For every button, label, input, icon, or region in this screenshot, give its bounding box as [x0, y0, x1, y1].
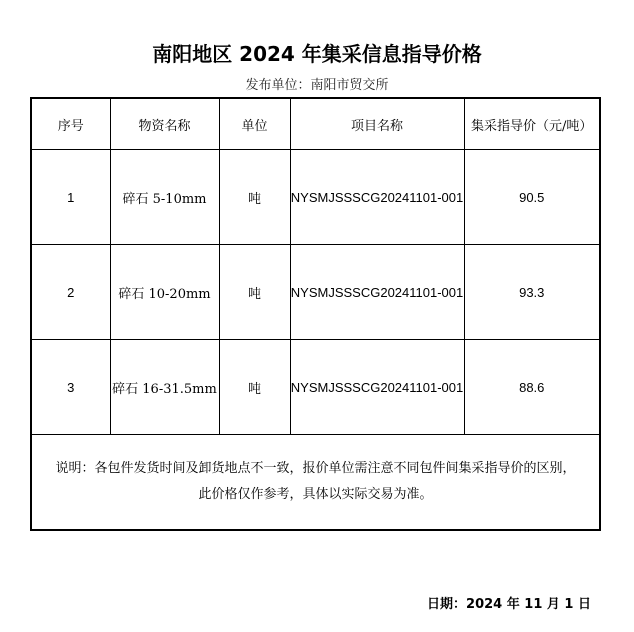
row-project: NYSMJSSSCG20241101-001 — [290, 150, 464, 245]
row-unit: 吨 — [219, 150, 290, 245]
note-cell — [31, 435, 600, 531]
row-project: NYSMJSSSCG20241101-001 — [290, 245, 464, 340]
row-price: 93.3 — [464, 245, 600, 340]
publisher-line: 发布单位：南阳市贸交所 — [245, 78, 389, 93]
row-price: 88.6 — [464, 340, 600, 435]
row-material: 碎石 16-31.5mm — [110, 340, 219, 435]
table-header-row — [31, 98, 600, 150]
row-unit: 吨 — [219, 340, 290, 435]
row-no: 2 — [31, 245, 110, 340]
document-date: 日期：2024 年 11 月 1 日 — [427, 597, 591, 612]
header-no: 序号 — [31, 98, 110, 150]
header-project: 项目名称 — [290, 98, 464, 150]
row-no: 3 — [31, 340, 110, 435]
table-row — [31, 245, 600, 340]
row-project: NYSMJSSSCG20241101-001 — [290, 340, 464, 435]
row-unit: 吨 — [219, 245, 290, 340]
header-material: 物资名称 — [110, 98, 219, 150]
header-unit: 单位 — [219, 98, 290, 150]
price-table — [30, 97, 601, 531]
row-material: 碎石 5-10mm — [110, 150, 219, 245]
header-price: 集采指导价（元/吨） — [464, 98, 600, 150]
row-price: 90.5 — [464, 150, 600, 245]
note-line-1: 说明：各包件发货时间及卸货地点不一致，报价单位需注意不同包件间集采指导价的区别， — [55, 461, 576, 476]
table-row — [31, 150, 600, 245]
table-row — [31, 340, 600, 435]
note-line-2: 此价格仅作参考，具体以实际交易为准。 — [198, 487, 433, 502]
document-title: 南阳地区 2024 年集采信息指导价格 — [152, 42, 482, 66]
note-row — [31, 435, 600, 531]
row-material: 碎石 10-20mm — [110, 245, 219, 340]
row-no: 1 — [31, 150, 110, 245]
